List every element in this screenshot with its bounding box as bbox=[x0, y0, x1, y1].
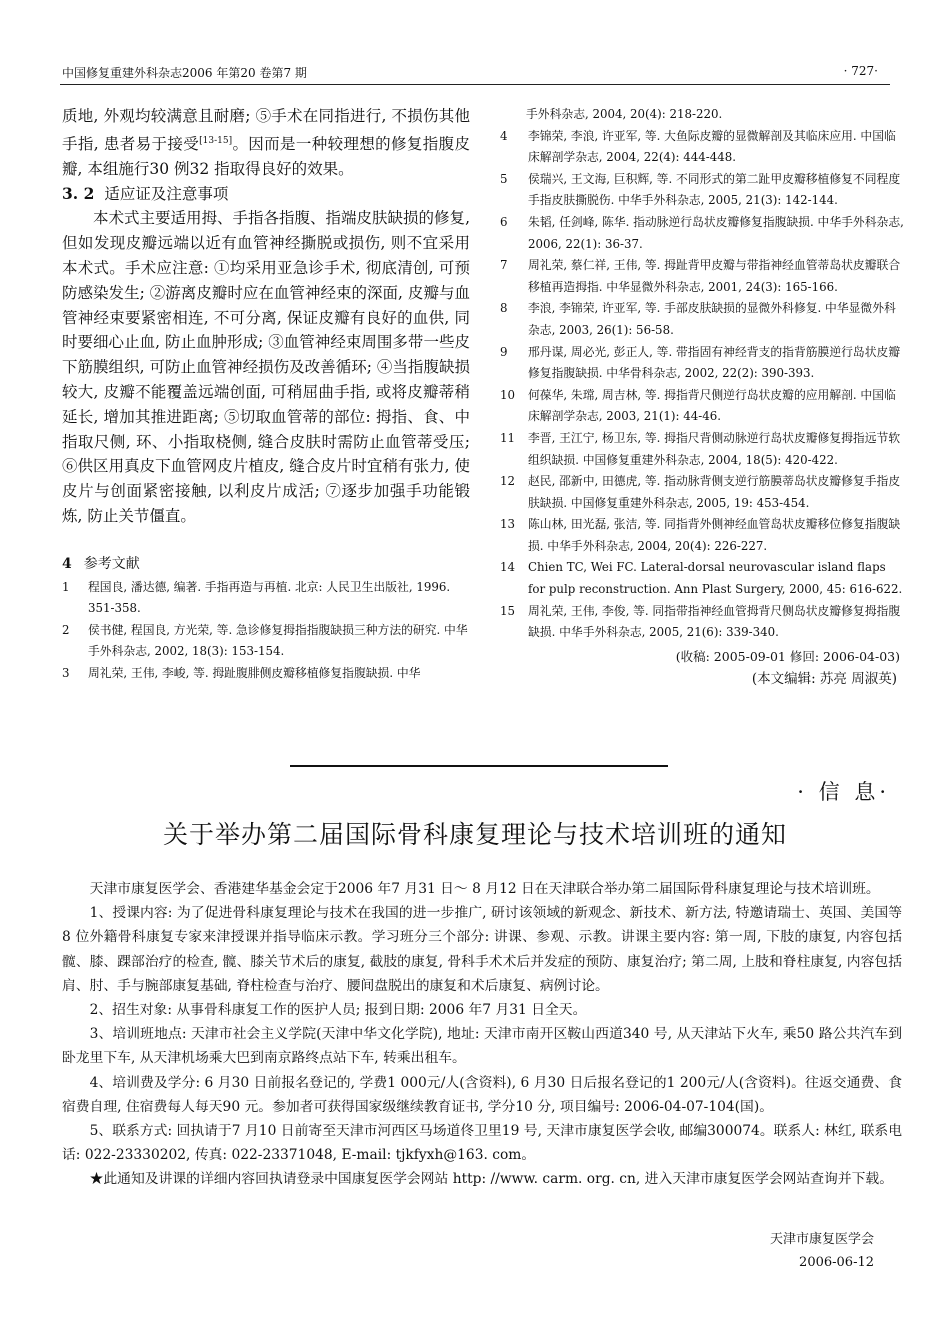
reference-number: 3 bbox=[62, 666, 70, 681]
reference-text: 侯书健, 程国良, 方光荣, 等. 急诊修复拇指指腹缺损三种方法的研究. 中华手外科杂志, 2002, 18(3): 153-154. bbox=[88, 622, 468, 659]
references-list-right bbox=[500, 126, 905, 644]
reference-number: 5 bbox=[500, 171, 508, 186]
reference-number: 10 bbox=[500, 387, 516, 402]
reference-number: 11 bbox=[500, 430, 516, 445]
paragraph-conclusion: 质地, 外观均较满意且耐磨; ⑤手术在同指进行, 不损伤其他手指, 患者易于接受[13-15]。因而是一种较理想的修复指腹皮瓣, 本组施行30 例32 指取得良好的效果。 bbox=[62, 107, 470, 178]
notice-paragraph: 1、授课内容: 为了促进骨科康复理论与技术在我国的进一步推广, 研讨该领域的新观念、新技术、新方法, 特邀请瑞士、英国、美国等8 位外籍骨科康复专家来津授课并指导临床示教。学习班分三个部分: 讲课、参观、示教。讲课主要内容: 第一周, 下肢的康复, 内容包括髋、膝、踝部治疗的检查, 髋、膝关节术后的康复, 截肢的康复, 骨科手术术后并发症的预防、康复治疗; 第二周, 上肢和脊柱康复, 内容包括肩、肘、手与腕部康复基础, 脊柱检查与治疗、腰间盘脱出的康复和术后康复、病例讨论。 bbox=[62, 905, 902, 994]
right-column bbox=[500, 104, 905, 690]
reference-item bbox=[500, 298, 905, 341]
reference-text: 李浪, 李锦荣, 许亚军, 等. 手部皮肤缺损的显微外科修复. 中华显微外科杂志, 2003, 26(1): 56-58. bbox=[528, 301, 896, 337]
reference-continuation: 手外科杂志, 2004, 20(4): 218-220. bbox=[526, 107, 723, 121]
reference-number: 14 bbox=[500, 560, 516, 575]
notice-title: 关于举办第二届国际骨科康复理论与技术培训班的通知 bbox=[162, 820, 787, 849]
info-tag: · 信 息· bbox=[797, 780, 890, 804]
received-dates: (收稿: 2005-09-01 修回: 2006-04-03) bbox=[675, 648, 900, 664]
reference-number: 15 bbox=[500, 603, 516, 618]
signature-org: 天津市康复医学会 bbox=[769, 1232, 874, 1247]
notice-paragraph: ★此通知及讲课的详细内容回执请登录中国康复医学会网站 http: //www. carm. org. cn, 进入天津市康复医学会网站查询并下载。 bbox=[89, 1171, 894, 1188]
reference-item bbox=[500, 471, 905, 514]
reference-item bbox=[500, 428, 905, 471]
journal-header: 中国修复重建外科杂志2006 年第20 卷第7 期 bbox=[62, 66, 307, 80]
reference-item bbox=[62, 620, 470, 663]
section-heading: 3. 2 适应证及注意事项 bbox=[62, 183, 229, 203]
reference-text: 李晋, 王江宁, 杨卫东, 等. 拇指尺背侧动脉逆行岛状皮瓣修复拇指远节软组织缺损. 中国修复重建外科杂志, 2004, 18(5): 420-422. bbox=[528, 430, 901, 467]
reference-text: 侯瑞兴, 王文海, 巨积辉, 等. 不同形式的第二趾甲皮瓣移植修复不同程度手指皮肤撕脱伤. 中华手外科杂志, 2005, 21(3): 142-144. bbox=[528, 171, 901, 208]
reference-item bbox=[500, 385, 905, 428]
reference-item bbox=[500, 126, 905, 169]
reference-item bbox=[500, 601, 905, 644]
references-heading: 4 参考文献 bbox=[62, 555, 140, 572]
reference-number: 13 bbox=[500, 517, 516, 532]
section-divider bbox=[290, 765, 668, 767]
reference-number: 2 bbox=[62, 622, 70, 637]
reference-text: 赵民, 邵新中, 田德虎, 等. 指动脉背侧支逆行筋膜蒂岛状皮瓣修复手指皮肤缺损. 中国修复重建外科杂志, 2005, 19: 453-454. bbox=[528, 474, 901, 510]
reference-item bbox=[500, 212, 905, 255]
notice-paragraph: 天津市康复医学会、香港建华基金会定于2006 年7 月31 日～ 8 月12 日在天津联合举办第二届国际骨科康复理论与技术培训班。 bbox=[89, 881, 880, 897]
reference-number: 1 bbox=[62, 579, 70, 594]
signature-date: 2006-06-12 bbox=[799, 1255, 874, 1270]
reference-number: 7 bbox=[500, 258, 508, 273]
signature-block bbox=[770, 1228, 874, 1274]
reference-item bbox=[500, 514, 905, 557]
reference-text: 陈山林, 田光磊, 张洁, 等. 同指背外侧神经血管岛状皮瓣移位修复指腹缺损. 中华手外科杂志, 2004, 20(4): 226-227. bbox=[528, 517, 901, 553]
reference-item bbox=[62, 577, 470, 620]
notice-paragraph: 4、培训费及学分: 6 月30 日前报名登记的, 学费1 000元/人(含资料), 6 月30 日后报名登记的1 200元/人(含资料)。往返交通费、食宿费自理, 住宿费每人每天90 元。参加者可获得国家级继续教育证书, 学分10 分, 项目编号: 2006-04-07-104(国)。 bbox=[62, 1074, 902, 1115]
notice-paragraph: 3、培训班地点: 天津市社会主义学院(天津中华文化学院), 地址: 天津市南开区鞍山西道340 号, 从天津站下火车, 乘50 路公共汽车到卧龙里下车, 从天津机场乘大巴到南京路终点站下车, 转乘出租车。 bbox=[62, 1026, 902, 1067]
reference-number: 9 bbox=[500, 344, 508, 359]
reference-text: 何葆华, 朱瑺, 周吉林, 等. 拇指背尺侧逆行岛状皮瓣的应用解剖. 中国临床解剖学杂志, 2003, 21(1): 44-46. bbox=[528, 387, 896, 424]
reference-item bbox=[500, 557, 905, 600]
reference-text: 周礼荣, 王伟, 李俊, 等. 同指带指神经血管拇背尺侧岛状皮瓣修复拇指腹缺损. 中华手外科杂志, 2005, 21(6): 339-340. bbox=[528, 603, 901, 640]
editor-credit: (本文编辑: 苏亮 周淑英) bbox=[751, 670, 897, 687]
reference-number: 12 bbox=[500, 474, 516, 489]
reference-item bbox=[500, 342, 905, 385]
reference-item bbox=[500, 169, 905, 212]
reference-text: 周礼荣, 王伟, 李峻, 等. 拇趾腹腓侧皮瓣移植修复指腹缺损. 中华 bbox=[88, 666, 421, 681]
notice-paragraph: 2、招生对象: 从事骨科康复工作的医护人员; 报到日期: 2006 年7 月31 日全天。 bbox=[89, 1002, 587, 1019]
header-rule bbox=[60, 84, 890, 85]
reference-number: 8 bbox=[500, 301, 508, 316]
reference-number: 4 bbox=[500, 128, 508, 143]
reference-text: 周礼荣, 蔡仁祥, 王伟, 等. 拇趾背甲皮瓣与带指神经血管蒂岛状皮瓣联合移植再造拇指. 中华显微外科杂志, 2001, 24(3): 165-166. bbox=[528, 258, 901, 294]
paragraph-indications: 本术式主要适用拇、手指各指腹、指端皮肤缺损的修复, 但如发现皮瓣远端以近有血管神经撕脱或损伤, 则不宜采用本术式。手术应注意: ①均采用亚急诊手术, 彻底清创, 可预防感染发生; ②游离皮瓣时应在血管神经束的深面, 皮瓣与血管神经束要紧密相连, 不可分离, 保证皮瓣有良好的血供, 同时要细心止血, 防止血肿形成; ③血管神经束周围多带一些皮下筋膜组织, 可防止血管神经损伤及改善循环; ④当指腹缺损较大, 皮瓣不能覆盖远端创面, 可稍屈曲手指, 或将皮瓣蒂稍延长, 增加其推进距离; ⑤切取血管蒂的部位: 拇指、食、中指取尺侧, 环、小指取桡侧, 缝合皮肤时需防止血管蒂受压; ⑥供区用真皮下血管网皮片植皮, 缝合皮片时宜稍有张力, 使皮片与创面紧密接触, 以利皮片成活; ⑦逐步加强手功能锻炼, 防止关节僵直。 bbox=[62, 209, 470, 525]
references-list-left bbox=[62, 577, 470, 685]
notice-body bbox=[62, 877, 902, 1192]
reference-text: Chien TC, Wei FC. Lateral-dorsal neurovascular island flaps for pulp reconstruction. Ann Plast Surgery, 2000, 45: 616-622. bbox=[528, 560, 903, 597]
reference-text: 朱韬, 任剑峰, 陈华. 指动脉逆行岛状皮瓣修复指腹缺损. 中华手外科杂志, 2006, 22(1): 36-37. bbox=[528, 214, 904, 251]
citation: [13-15] bbox=[199, 135, 233, 146]
reference-number: 6 bbox=[500, 214, 508, 229]
reference-text: 邢丹谋, 周必光, 彭正人, 等. 带指固有神经背支的指背筋膜逆行岛状皮瓣修复指腹缺损. 中华骨科杂志, 2002, 22(2): 390-393. bbox=[528, 344, 901, 381]
reference-text: 程国良, 潘达德, 编著. 手指再造与再植. 北京: 人民卫生出版社, 1996. 351-358. bbox=[88, 579, 451, 616]
left-column bbox=[62, 104, 470, 685]
reference-text: 李锦荣, 李浪, 许亚军, 等. 大鱼际皮瓣的显微解剖及其临床应用. 中国临床解剖学杂志, 2004, 22(4): 444-448. bbox=[528, 128, 896, 165]
reference-item bbox=[500, 255, 905, 298]
reference-item bbox=[62, 663, 470, 685]
notice-paragraph: 5、联系方式: 回执请于7 月10 日前寄至天津市河西区马场道佟卫里19 号, 天津市康复医学会收, 邮编300074。联系人: 林红, 联系电话: 022-23330202, 传真: 022-23371048, E-mail: tjkfyxh@163. com。 bbox=[62, 1123, 902, 1164]
page-number: · 727· bbox=[843, 64, 878, 78]
